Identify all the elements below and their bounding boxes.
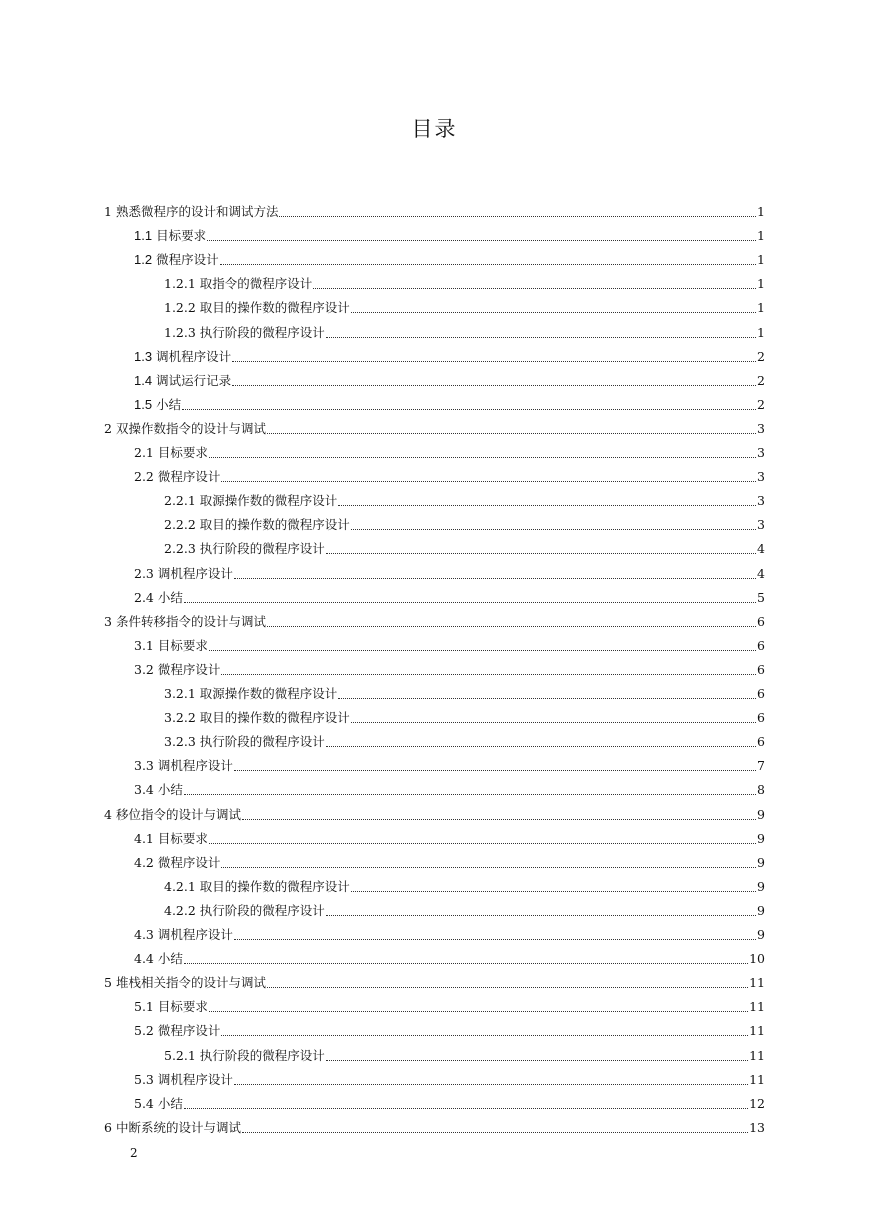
toc-entry[interactable] <box>134 560 765 582</box>
toc-entry-page: 1 <box>757 300 765 315</box>
toc-entry-page: 11 <box>749 999 765 1014</box>
toc-entry-number: 4.1 <box>134 831 154 846</box>
dot-leader <box>326 336 756 338</box>
toc-entry-number: 4.3 <box>134 927 154 942</box>
toc-entry-number: 4.2.2 <box>164 903 196 918</box>
toc-entry-number: 2.4 <box>134 590 154 605</box>
dot-leader <box>234 938 756 940</box>
toc-entry-title: 微程序设计 <box>157 855 221 870</box>
toc-entry-title: 调机程序设计 <box>157 566 233 581</box>
toc-entry-number: 2 <box>104 421 112 436</box>
toc-entry-title: 堆栈相关指令的设计与调试 <box>115 975 266 990</box>
dot-leader <box>279 215 756 217</box>
dot-leader <box>338 504 756 506</box>
toc-entry-title: 目标要求 <box>157 999 208 1014</box>
toc-entry[interactable] <box>104 801 765 823</box>
toc-entry[interactable] <box>134 632 765 654</box>
toc-entry-page: 10 <box>749 951 765 966</box>
toc-entry[interactable] <box>134 1066 765 1088</box>
toc-entry[interactable] <box>104 198 765 220</box>
toc-entry-number: 4 <box>104 807 112 822</box>
toc-entry-number: 4.2 <box>134 855 154 870</box>
toc-entry-page: 1 <box>757 325 765 340</box>
toc-entry-number: 2.1 <box>134 445 154 460</box>
toc-entry-title: 取源操作数的微程序设计 <box>199 493 338 508</box>
dot-leader <box>232 384 756 386</box>
toc-entry-number: 2.2 <box>134 469 154 484</box>
dot-leader <box>313 287 756 289</box>
toc-entry[interactable] <box>164 728 765 750</box>
toc-entry[interactable] <box>104 969 765 991</box>
toc-entry-number: 4.4 <box>134 951 154 966</box>
toc-entry-number: 3.2.1 <box>164 686 196 701</box>
toc-entry-page: 5 <box>757 590 765 605</box>
toc-entry-page: 3 <box>757 469 765 484</box>
toc-entry[interactable] <box>134 776 765 798</box>
toc-entry[interactable] <box>134 367 765 389</box>
toc-entry-number: 1.4 <box>134 373 153 388</box>
dot-leader <box>221 480 756 482</box>
dot-leader <box>209 1010 748 1012</box>
toc-entry[interactable] <box>164 294 765 316</box>
toc-entry-page: 2 <box>757 397 765 412</box>
dot-leader <box>234 1083 748 1085</box>
toc-entry-title: 取源操作数的微程序设计 <box>199 686 338 701</box>
toc-entry-title: 微程序设计 <box>157 469 221 484</box>
toc-entry[interactable] <box>164 511 765 533</box>
toc-entry-title: 执行阶段的微程序设计 <box>199 1048 325 1063</box>
dot-leader <box>242 818 756 820</box>
toc-entry-number: 2.3 <box>134 566 154 581</box>
dot-leader <box>326 745 756 747</box>
dot-leader <box>326 914 756 916</box>
toc-entry-number: 1.2.3 <box>164 325 196 340</box>
toc-entry-page: 11 <box>749 1048 765 1063</box>
toc-entry-title: 目标要求 <box>157 445 208 460</box>
toc-entry[interactable] <box>164 319 765 341</box>
dot-leader <box>207 239 756 241</box>
toc-entry[interactable] <box>134 463 765 485</box>
toc-entry[interactable] <box>104 608 765 630</box>
toc-entry-title: 小结 <box>157 951 183 966</box>
dot-leader <box>184 1107 748 1109</box>
toc-entry-page: 13 <box>749 1120 765 1135</box>
dot-leader <box>267 625 756 627</box>
toc-entry[interactable] <box>134 921 765 943</box>
toc-entry-page: 3 <box>757 517 765 532</box>
toc-entry-title: 微程序设计 <box>156 252 219 267</box>
dot-leader <box>184 793 756 795</box>
toc-entry-number: 4.2.1 <box>164 879 196 894</box>
toc-entry-title: 小结 <box>157 782 183 797</box>
toc-entry-number: 3.4 <box>134 782 154 797</box>
toc-entry-page: 9 <box>757 807 765 822</box>
toc-entry-number: 5.2.1 <box>164 1048 196 1063</box>
toc-entry-number: 1 <box>104 204 112 219</box>
toc-entry-number: 6 <box>104 1120 112 1135</box>
toc-entry-title: 取目的操作数的微程序设计 <box>199 300 350 315</box>
toc-entry-number: 5 <box>104 975 112 990</box>
toc-entry-page: 11 <box>749 1023 765 1038</box>
toc-entry-title: 小结 <box>156 397 182 412</box>
toc-entry-page: 3 <box>757 493 765 508</box>
toc-entry-page: 9 <box>757 927 765 942</box>
toc-entry-page: 3 <box>757 421 765 436</box>
toc-entry-title: 条件转移指令的设计与调试 <box>115 614 266 629</box>
toc-entry-page: 3 <box>757 445 765 460</box>
toc-entry-page: 1 <box>757 204 765 219</box>
toc-entry-number: 3.2.3 <box>164 734 196 749</box>
dot-leader <box>184 601 756 603</box>
dot-leader <box>351 528 756 530</box>
toc-entry-number: 1.2.2 <box>164 300 196 315</box>
toc-entry[interactable] <box>104 1114 765 1136</box>
toc-entry-title: 熟悉微程序的设计和调试方法 <box>115 204 279 219</box>
dot-leader <box>182 408 756 410</box>
toc-entry-number: 1.3 <box>134 349 153 364</box>
toc-entry-number: 1.2 <box>134 252 153 267</box>
toc-entry[interactable] <box>164 535 765 557</box>
dot-leader <box>234 769 756 771</box>
toc-entry[interactable] <box>134 752 765 774</box>
toc-entry[interactable] <box>164 1042 765 1064</box>
dot-leader <box>209 456 756 458</box>
toc-entry-page: 1 <box>757 252 765 267</box>
toc-entry[interactable] <box>134 849 765 871</box>
dot-leader <box>221 673 756 675</box>
dot-leader <box>326 552 756 554</box>
toc-entry-number: 3.1 <box>134 638 154 653</box>
dot-leader <box>184 962 748 964</box>
toc-entry-page: 1 <box>757 228 765 243</box>
toc-entry-page: 9 <box>757 831 765 846</box>
toc-entry[interactable] <box>164 704 765 726</box>
dot-leader <box>209 842 756 844</box>
toc-entry[interactable] <box>134 391 765 413</box>
toc-entry[interactable] <box>164 897 765 919</box>
dot-leader <box>326 1059 748 1061</box>
toc-entry-title: 执行阶段的微程序设计 <box>199 541 325 556</box>
toc-entry-title: 目标要求 <box>157 831 208 846</box>
toc-entry-title: 调机程序设计 <box>157 1072 233 1087</box>
toc-entry-title: 调机程序设计 <box>157 758 233 773</box>
page-number: 2 <box>130 1146 138 1160</box>
toc-entry[interactable] <box>134 945 765 967</box>
toc-entry-title: 微程序设计 <box>157 1023 221 1038</box>
dot-leader <box>267 986 748 988</box>
toc-entry-number: 1.2.1 <box>164 276 196 291</box>
toc-entry-number: 1.1 <box>134 228 153 243</box>
toc-entry-number: 3.2.2 <box>164 710 196 725</box>
dot-leader <box>232 360 756 362</box>
toc-entry-title: 移位指令的设计与调试 <box>115 807 241 822</box>
toc-entry-page: 8 <box>757 782 765 797</box>
toc-entry-title: 调机程序设计 <box>156 349 232 364</box>
toc-entry-page: 11 <box>749 1072 765 1087</box>
toc-entry-number: 5.4 <box>134 1096 154 1111</box>
toc-entry-page: 6 <box>757 686 765 701</box>
toc-entry-page: 1 <box>757 276 765 291</box>
toc-entry-title: 中断系统的设计与调试 <box>115 1120 241 1135</box>
toc-entry-number: 3 <box>104 614 112 629</box>
toc-entry-page: 7 <box>757 758 765 773</box>
toc-title: 目录 <box>411 117 458 141</box>
toc-entry-page: 11 <box>749 975 765 990</box>
dot-leader <box>351 721 756 723</box>
toc-entry-number: 5.3 <box>134 1072 154 1087</box>
toc-entry-number: 2.2.2 <box>164 517 196 532</box>
dot-leader <box>209 649 756 651</box>
toc-entry-page: 6 <box>757 734 765 749</box>
toc-entry-page: 6 <box>757 638 765 653</box>
toc-entry-title: 目标要求 <box>157 638 208 653</box>
toc-entry[interactable] <box>104 415 765 437</box>
toc-entry-page: 2 <box>757 373 765 388</box>
toc-entry-title: 取目的操作数的微程序设计 <box>199 710 350 725</box>
toc-entry[interactable] <box>134 246 765 268</box>
toc-entry[interactable] <box>134 656 765 678</box>
toc-entry[interactable] <box>134 993 765 1015</box>
toc-entry-page: 6 <box>757 614 765 629</box>
toc-entry[interactable] <box>134 439 765 461</box>
toc-entry-title: 执行阶段的微程序设计 <box>199 325 325 340</box>
toc-entry[interactable] <box>134 222 765 244</box>
toc-entry-title: 调机程序设计 <box>157 927 233 942</box>
toc-entry[interactable] <box>134 1090 765 1112</box>
dot-leader <box>338 697 756 699</box>
toc-entry[interactable] <box>134 343 765 365</box>
dot-leader <box>351 311 756 313</box>
dot-leader <box>220 263 756 265</box>
toc-entry-number: 5.1 <box>134 999 154 1014</box>
toc-entry-title: 小结 <box>157 590 183 605</box>
toc-entry-title: 取目的操作数的微程序设计 <box>199 879 350 894</box>
toc-entry-title: 执行阶段的微程序设计 <box>199 734 325 749</box>
toc-entry-number: 2.2.3 <box>164 541 196 556</box>
toc-entry-page: 4 <box>757 566 765 581</box>
toc-entry[interactable] <box>164 873 765 895</box>
toc-entry[interactable] <box>164 487 765 509</box>
toc-entry-title: 取目的操作数的微程序设计 <box>199 517 350 532</box>
toc-entry-title: 目标要求 <box>156 228 207 243</box>
toc-entry[interactable] <box>134 825 765 847</box>
toc-entry-title: 取指令的微程序设计 <box>199 276 313 291</box>
toc-entry-number: 2.2.1 <box>164 493 196 508</box>
toc-entry-title: 小结 <box>157 1096 183 1111</box>
toc-entry-page: 9 <box>757 903 765 918</box>
toc-entry-number: 5.2 <box>134 1023 154 1038</box>
toc-entry-number: 1.5 <box>134 397 153 412</box>
toc-entry-page: 6 <box>757 710 765 725</box>
toc-entry[interactable] <box>134 1017 765 1039</box>
toc-entry-page: 9 <box>757 855 765 870</box>
toc-entry-title: 双操作数指令的设计与调试 <box>115 421 266 436</box>
toc-entry-title: 执行阶段的微程序设计 <box>199 903 325 918</box>
toc-entry-number: 3.3 <box>134 758 154 773</box>
toc-entry[interactable] <box>134 584 765 606</box>
dot-leader <box>234 577 756 579</box>
dot-leader <box>221 1034 748 1036</box>
toc-entry-page: 9 <box>757 879 765 894</box>
toc-entry-page: 2 <box>757 349 765 364</box>
dot-leader <box>267 432 756 434</box>
dot-leader <box>242 1131 748 1133</box>
toc-entry-title: 微程序设计 <box>157 662 221 677</box>
toc-entry-page: 4 <box>757 541 765 556</box>
dot-leader <box>221 866 756 868</box>
toc-entry-number: 3.2 <box>134 662 154 677</box>
toc-entry[interactable] <box>164 270 765 292</box>
toc-entry-page: 12 <box>749 1096 765 1111</box>
toc-entry-title: 调试运行记录 <box>156 373 232 388</box>
toc-entry[interactable] <box>164 680 765 702</box>
toc-entry-page: 6 <box>757 662 765 677</box>
dot-leader <box>351 890 756 892</box>
